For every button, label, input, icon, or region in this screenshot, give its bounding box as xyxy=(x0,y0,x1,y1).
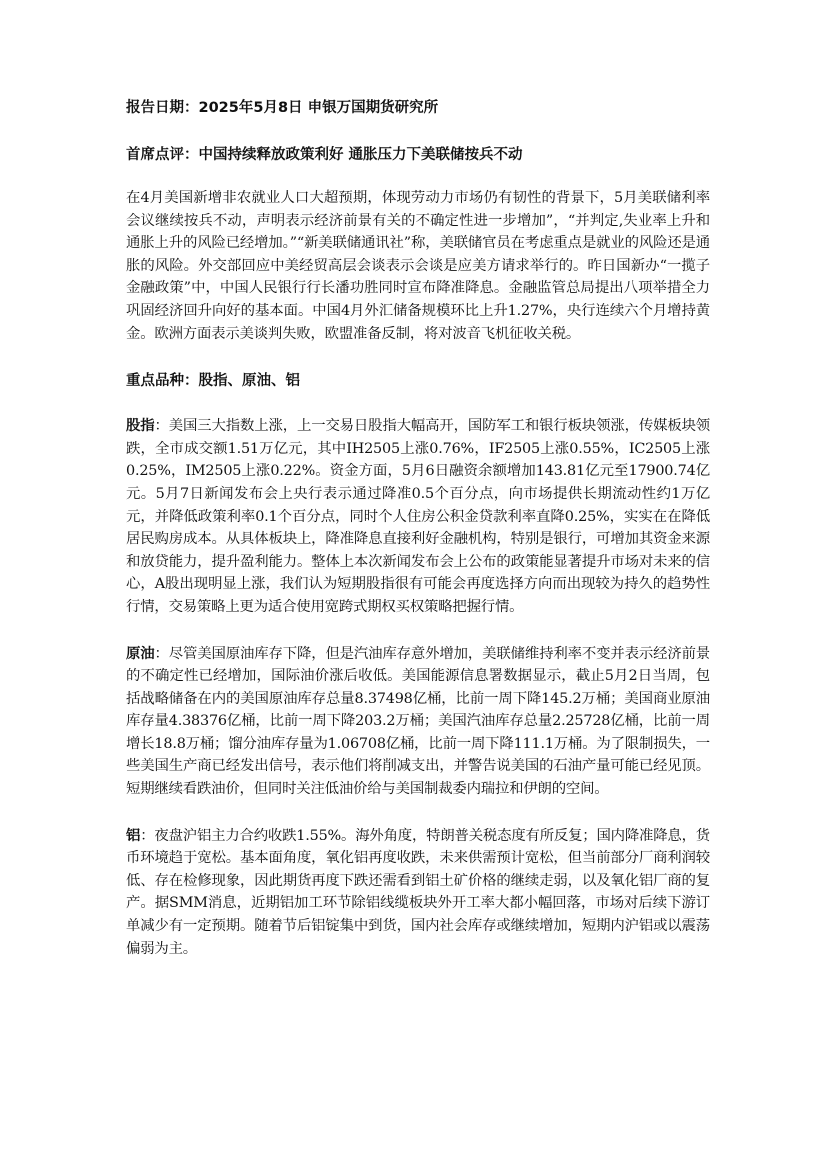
section-lead-aluminum: 铝 xyxy=(126,827,141,844)
section-stock-index xyxy=(126,415,710,618)
section-aluminum xyxy=(126,825,710,961)
chief-comment-title: 首席点评：中国持续释放政策利好 通胀压力下美联储按兵不动 xyxy=(126,147,523,163)
section-crude-oil xyxy=(126,643,710,801)
section-body-stock-index: ：美国三大指数上涨，上一交易日股指大幅高开，国防军工和银行板块领涨，传媒板块领跌，全市成交额1.51万亿元，其中IH2505上涨0.76%，IF2505上涨0.55%，IC2505上涨0.25%，IM2505上涨0.22%。资金方面，5月6日融资余额增加143.81亿元至17900.74亿元。5月7日新闻发布会上央行表示通过降准0.5个百分点，向市场提供长期流动性约1万亿元，并降低政策利率0.1个百分点，同时个人住房公积金贷款利率直降0.25%，实实在在降低居民购房成本。从具体板块上，降准降息直接利好金融机构，特别是银行，可增加其资金来源和放贷能力，提升盈利能力。整体上本次新闻发布会上公布的政策能显著提升市场对未来的信心，A股出现明显上涨，我们认为短期股指很有可能会再度选择方向而出现较为持久的趋势性行情，交易策略上更为适合使用宽跨式期权买权策略把握行情。 xyxy=(126,418,711,615)
report-date-line: 报告日期：2025年5月8日 申银万国期货研究所 xyxy=(126,100,439,116)
section-lead-crude-oil: 原油 xyxy=(126,645,155,662)
section-lead-stock-index: 股指 xyxy=(126,418,155,435)
section-body-aluminum: ：夜盘沪铝主力合约收跌1.55%。海外角度，特朗普关税态度有所反复；国内降准降息，货币环境趋于宽松。基本面角度，氧化铝再度收跌，未来供需预计宽松，但当前部分厂商利润较低、存在检修现象，因此期货再度下跌还需看到铝土矿价格的继续走弱，以及氧化铝厂商的复产。据SMM消息，近期铝加工环节除铝线缆板块外开工率大都小幅回落，市场对后续下游订单减少有一定预期。随着节后铝锭集中到货，国内社会库存或继续增加，短期内沪铝或以震荡偏弱为主。 xyxy=(126,827,710,957)
section-body-crude-oil: ：尽管美国原油库存下降，但是汽油库存意外增加，美联储维持利率不变并表示经济前景的不确定性已经增加，国际油价涨后收低。美国能源信息署数据显示，截止5月2日当周，包括战略储备在内的美国原油库存总量8.37498亿桶，比前一周下降145.2万桶；美国商业原油库存量4.38376亿桶，比前一周下降203.2万桶；美国汽油库存总量2.25728亿桶，比前一周增长18.8万桶；馏分油库存量为1.06708亿桶，比前一周下降111.1万桶。为了限制损失，一些美国生产商已经发出信号，表示他们将削减支出，并警告说美国的石油产量可能已经见顶。短期继续看跌油价，但同时关注低油价给与美国制裁委内瑞拉和伊朗的空间。 xyxy=(126,645,711,798)
report-page xyxy=(126,96,710,984)
key-varieties-title: 重点品种：股指、原油、铝 xyxy=(126,373,300,390)
chief-comment-body: 在4月美国新增非农就业人口大超预期，体现劳动力市场仍有韧性的背景下，5月美联储利率会议继续按兵不动，声明表示经济前景有关的不确定性进一步增加”，“并判定,失业率上升和通胀上升的风险已经增加。”“新美联储通讯社”称，美联储官员在考虑重点是就业的风险还是通胀的风险。外交部回应中美经贸高层会谈表示会谈是应美方请求举行的。昨日国新办“一揽子金融政策”中，中国人民银行行长潘功胜同时宣布降准降息。金融监管总局提出八项举措全力巩固经济回升向好的基本面。中国4月外汇储备规模环比上升1.27%，央行连续六个月增持黄金。欧洲方面表示美谈判失败，欧盟准备反制，将对波音飞机征收关税。 xyxy=(126,190,710,342)
